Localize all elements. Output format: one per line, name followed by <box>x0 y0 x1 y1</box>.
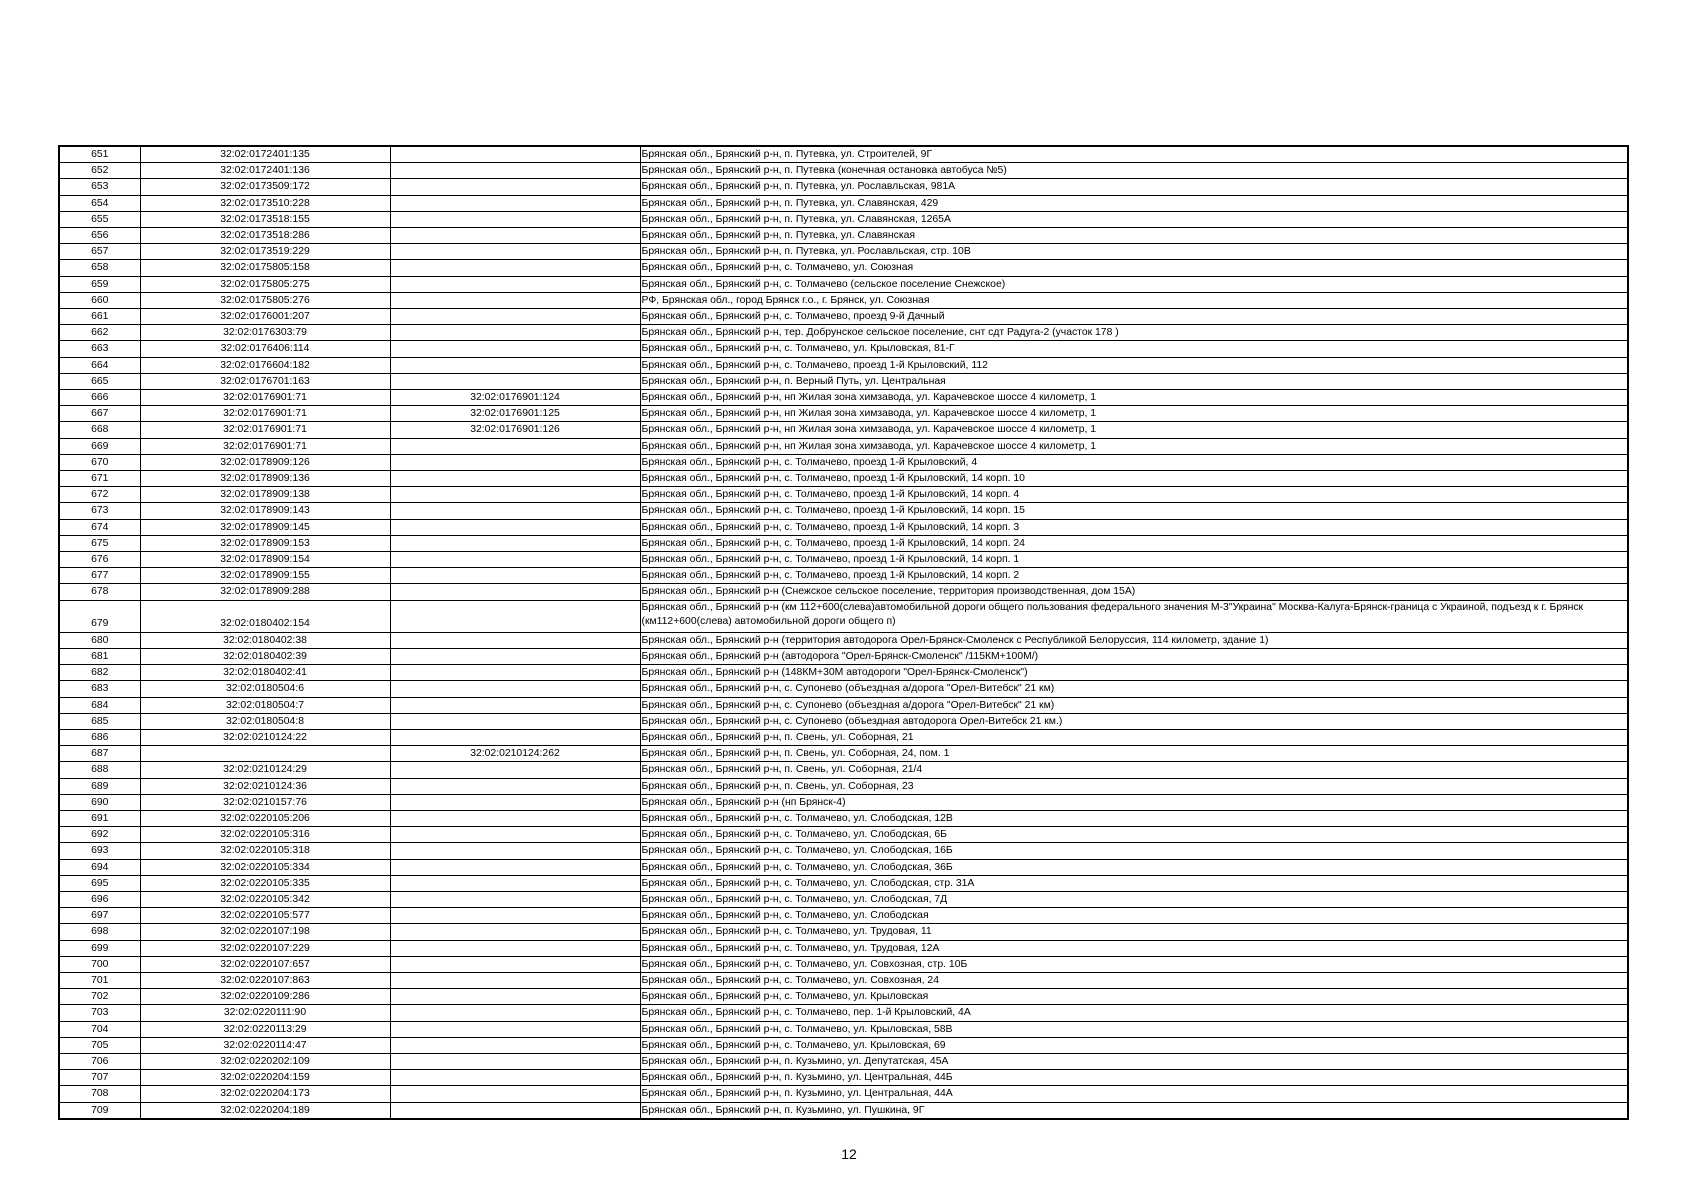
table-row <box>59 584 1628 600</box>
address-cell: Брянская обл., Брянский р-н, п. Путевка (конечная остановка автобуса №5) <box>640 163 1628 179</box>
table-row <box>59 228 1628 244</box>
row-number-cell: 665 <box>59 373 140 389</box>
table-row <box>59 632 1628 648</box>
row-number-cell: 693 <box>59 843 140 859</box>
cadastral-number-cell: 32:02:0220105:206 <box>140 810 390 826</box>
address-cell: Брянская обл., Брянский р-н (территория автодорога Орел-Брянск-Смоленск с Республикой Белоруссия, 114 километр, здание 1) <box>640 632 1628 648</box>
row-number-cell: 696 <box>59 891 140 907</box>
address-cell: Брянская обл., Брянский р-н, с. Толмачево, ул. Слободская <box>640 908 1628 924</box>
cadastral-number-cell <box>140 746 390 762</box>
address-cell: Брянская обл., Брянский р-н, п. Свень, ул. Соборная, 21 <box>640 729 1628 745</box>
related-cadastral-number-cell <box>390 681 640 697</box>
cadastral-number-cell: 32:02:0178909:138 <box>140 487 390 503</box>
address-cell: Брянская обл., Брянский р-н, с. Толмачево (сельское поселение Снежское) <box>640 276 1628 292</box>
table-row <box>59 1070 1628 1086</box>
cadastral-number-cell: 32:02:0220107:229 <box>140 940 390 956</box>
row-number-cell: 669 <box>59 438 140 454</box>
cadastral-number-cell: 32:02:0220114:47 <box>140 1037 390 1053</box>
row-number-cell: 659 <box>59 276 140 292</box>
related-cadastral-number-cell <box>390 244 640 260</box>
cadastral-number-cell: 32:02:0220105:316 <box>140 827 390 843</box>
address-cell: Брянская обл., Брянский р-н, п. Путевка, ул. Славянская, 429 <box>640 195 1628 211</box>
related-cadastral-number-cell: 32:02:0176901:126 <box>390 422 640 438</box>
related-cadastral-number-cell <box>390 729 640 745</box>
address-cell: Брянская обл., Брянский р-н, с. Толмачево, ул. Трудовая, 12А <box>640 940 1628 956</box>
address-cell: Брянская обл., Брянский р-н, п. Свень, ул. Соборная, 24, пом. 1 <box>640 746 1628 762</box>
address-cell: Брянская обл., Брянский р-н, с. Толмачево, ул. Слободская, стр. 31А <box>640 875 1628 891</box>
address-cell: Брянская обл., Брянский р-н, п. Путевка, ул. Славянская <box>640 228 1628 244</box>
related-cadastral-number-cell <box>390 827 640 843</box>
table-row <box>59 989 1628 1005</box>
table-row <box>59 438 1628 454</box>
table-row <box>59 1086 1628 1102</box>
address-cell: Брянская обл., Брянский р-н, с. Толмачево, ул. Слободская, 6Б <box>640 827 1628 843</box>
row-number-cell: 700 <box>59 956 140 972</box>
page-number: 12 <box>841 1146 857 1162</box>
cadastral-number-cell: 32:02:0220109:286 <box>140 989 390 1005</box>
row-number-cell: 677 <box>59 568 140 584</box>
related-cadastral-number-cell <box>390 600 640 632</box>
cadastral-number-cell: 32:02:0173518:155 <box>140 211 390 227</box>
address-cell: Брянская обл., Брянский р-н, с. Толмачево, ул. Слободская, 36Б <box>640 859 1628 875</box>
row-number-cell: 663 <box>59 341 140 357</box>
cadastral-number-cell: 32:02:0210124:29 <box>140 762 390 778</box>
cadastral-number-cell: 32:02:0178909:153 <box>140 535 390 551</box>
row-number-cell: 654 <box>59 195 140 211</box>
cadastral-number-cell: 32:02:0173509:172 <box>140 179 390 195</box>
table-row <box>59 179 1628 195</box>
table-row <box>59 390 1628 406</box>
row-number-cell: 666 <box>59 390 140 406</box>
table-row <box>59 681 1628 697</box>
related-cadastral-number-cell <box>390 665 640 681</box>
row-number-cell: 691 <box>59 810 140 826</box>
cadastral-number-cell: 32:02:0175805:276 <box>140 292 390 308</box>
row-number-cell: 653 <box>59 179 140 195</box>
address-cell: Брянская обл., Брянский р-н, с. Толмачево, проезд 9-й Дачный <box>640 309 1628 325</box>
related-cadastral-number-cell <box>390 552 640 568</box>
address-cell: Брянская обл., Брянский р-н, нп Жилая зона химзавода, ул. Карачевское шоссе 4 километр, 1 <box>640 438 1628 454</box>
row-number-cell: 703 <box>59 1005 140 1021</box>
row-number-cell: 676 <box>59 552 140 568</box>
cadastral-number-cell: 32:02:0220202:109 <box>140 1053 390 1069</box>
row-number-cell: 658 <box>59 260 140 276</box>
cadastral-number-cell: 32:02:0178909:143 <box>140 503 390 519</box>
related-cadastral-number-cell <box>390 341 640 357</box>
cadastral-number-cell: 32:02:0173519:229 <box>140 244 390 260</box>
related-cadastral-number-cell: 32:02:0210124:262 <box>390 746 640 762</box>
related-cadastral-number-cell <box>390 325 640 341</box>
related-cadastral-number-cell <box>390 989 640 1005</box>
table-row <box>59 665 1628 681</box>
address-cell: РФ, Брянская обл., город Брянск г.о., г. Брянск, ул. Союзная <box>640 292 1628 308</box>
related-cadastral-number-cell <box>390 1053 640 1069</box>
row-number-cell: 679 <box>59 600 140 632</box>
address-cell: Брянская обл., Брянский р-н, с. Толмачево, пер. 1-й Крыловский, 4А <box>640 1005 1628 1021</box>
table-row <box>59 924 1628 940</box>
address-cell: Брянская обл., Брянский р-н, тер. Добрунское сельское поселение, снт сдт Радуга-2 (участок 178 ) <box>640 325 1628 341</box>
address-cell: Брянская обл., Брянский р-н, с. Толмачево, проезд 1-й Крыловский, 4 <box>640 454 1628 470</box>
address-cell: Брянская обл., Брянский р-н, п. Свень, ул. Соборная, 23 <box>640 778 1628 794</box>
row-number-cell: 709 <box>59 1102 140 1119</box>
address-cell: Брянская обл., Брянский р-н, с. Толмачево, ул. Совхозная, 24 <box>640 972 1628 988</box>
related-cadastral-number-cell <box>390 1005 640 1021</box>
related-cadastral-number-cell <box>390 487 640 503</box>
table-body <box>59 146 1628 1119</box>
row-number-cell: 702 <box>59 989 140 1005</box>
related-cadastral-number-cell <box>390 454 640 470</box>
related-cadastral-number-cell <box>390 1021 640 1037</box>
row-number-cell: 655 <box>59 211 140 227</box>
related-cadastral-number-cell <box>390 584 640 600</box>
row-number-cell: 689 <box>59 778 140 794</box>
row-number-cell: 660 <box>59 292 140 308</box>
address-cell: Брянская обл., Брянский р-н, с. Толмачево, ул. Крыловская, 81-Г <box>640 341 1628 357</box>
address-cell: Брянская обл., Брянский р-н, с. Толмачево, проезд 1-й Крыловский, 14 корп. 15 <box>640 503 1628 519</box>
related-cadastral-number-cell <box>390 859 640 875</box>
cadastral-number-cell: 32:02:0175805:275 <box>140 276 390 292</box>
cadastral-number-cell: 32:02:0220105:577 <box>140 908 390 924</box>
table-row <box>59 406 1628 422</box>
row-number-cell: 674 <box>59 519 140 535</box>
address-cell: Брянская обл., Брянский р-н, с. Толмачево, ул. Совхозная, стр. 10Б <box>640 956 1628 972</box>
table-row <box>59 454 1628 470</box>
address-cell: Брянская обл., Брянский р-н, с. Супонево (объездная а/дорога "Орел-Витебск" 21 км) <box>640 697 1628 713</box>
related-cadastral-number-cell <box>390 713 640 729</box>
table-row <box>59 908 1628 924</box>
address-cell: Брянская обл., Брянский р-н, с. Толмачево, ул. Слободская, 12В <box>640 810 1628 826</box>
row-number-cell: 662 <box>59 325 140 341</box>
related-cadastral-number-cell <box>390 357 640 373</box>
table-row <box>59 552 1628 568</box>
related-cadastral-number-cell <box>390 810 640 826</box>
cadastral-number-cell: 32:02:0180402:38 <box>140 632 390 648</box>
address-cell: Брянская обл., Брянский р-н (автодорога "Орел-Брянск-Смоленск" /115КМ+100М/) <box>640 648 1628 664</box>
cadastral-number-cell: 32:02:0220204:189 <box>140 1102 390 1119</box>
related-cadastral-number-cell <box>390 1102 640 1119</box>
cadastral-number-cell: 32:02:0220111:90 <box>140 1005 390 1021</box>
table-row <box>59 146 1628 163</box>
cadastral-number-cell: 32:02:0180504:7 <box>140 697 390 713</box>
table-row <box>59 568 1628 584</box>
row-number-cell: 656 <box>59 228 140 244</box>
row-number-cell: 699 <box>59 940 140 956</box>
address-cell: Брянская обл., Брянский р-н (нп Брянск-4) <box>640 794 1628 810</box>
related-cadastral-number-cell <box>390 195 640 211</box>
address-cell: Брянская обл., Брянский р-н, нп Жилая зона химзавода, ул. Карачевское шоссе 4 километр, 1 <box>640 422 1628 438</box>
table-row <box>59 471 1628 487</box>
address-cell: Брянская обл., Брянский р-н, п. Кузьмино, ул. Депутатская, 45А <box>640 1053 1628 1069</box>
related-cadastral-number-cell: 32:02:0176901:124 <box>390 390 640 406</box>
related-cadastral-number-cell <box>390 778 640 794</box>
table-row <box>59 1021 1628 1037</box>
address-cell: Брянская обл., Брянский р-н, п. Верный Путь, ул. Центральная <box>640 373 1628 389</box>
row-number-cell: 686 <box>59 729 140 745</box>
table-row <box>59 778 1628 794</box>
cadastral-number-cell: 32:02:0178909:145 <box>140 519 390 535</box>
table-row <box>59 875 1628 891</box>
cadastral-number-cell: 32:02:0220107:198 <box>140 924 390 940</box>
table-row <box>59 762 1628 778</box>
table-row <box>59 891 1628 907</box>
cadastral-number-cell: 32:02:0176901:71 <box>140 406 390 422</box>
table-row <box>59 794 1628 810</box>
registry-table <box>58 145 1629 1120</box>
row-number-cell: 683 <box>59 681 140 697</box>
row-number-cell: 705 <box>59 1037 140 1053</box>
related-cadastral-number-cell <box>390 1086 640 1102</box>
cadastral-number-cell: 32:02:0210157:76 <box>140 794 390 810</box>
address-cell: Брянская обл., Брянский р-н, п. Свень, ул. Соборная, 21/4 <box>640 762 1628 778</box>
table-row <box>59 827 1628 843</box>
address-cell: Брянская обл., Брянский р-н, с. Толмачево, проезд 1-й Крыловский, 14 корп. 3 <box>640 519 1628 535</box>
table-row <box>59 1005 1628 1021</box>
related-cadastral-number-cell <box>390 1037 640 1053</box>
table-row <box>59 535 1628 551</box>
address-cell: Брянская обл., Брянский р-н, п. Кузьмино, ул. Пушкина, 9Г <box>640 1102 1628 1119</box>
cadastral-number-cell: 32:02:0180504:8 <box>140 713 390 729</box>
table-row <box>59 487 1628 503</box>
cadastral-number-cell: 32:02:0176901:71 <box>140 422 390 438</box>
cadastral-number-cell: 32:02:0220107:657 <box>140 956 390 972</box>
cadastral-number-cell: 32:02:0180402:39 <box>140 648 390 664</box>
address-cell: Брянская обл., Брянский р-н (км 112+600(слева)автомобильной дороги общего пользования федерального значения М-3"Украина" Москва-Калуга-Брянск-граница с Украиной, подъезд к г. Брянск (км112+600(слева) автомобильной дороги общего п) <box>640 600 1628 632</box>
table-row <box>59 325 1628 341</box>
related-cadastral-number-cell <box>390 211 640 227</box>
table-row <box>59 519 1628 535</box>
related-cadastral-number-cell <box>390 163 640 179</box>
table-row <box>59 276 1628 292</box>
row-number-cell: 692 <box>59 827 140 843</box>
row-number-cell: 673 <box>59 503 140 519</box>
related-cadastral-number-cell <box>390 535 640 551</box>
row-number-cell: 681 <box>59 648 140 664</box>
cadastral-number-cell: 32:02:0173518:286 <box>140 228 390 244</box>
related-cadastral-number-cell <box>390 146 640 163</box>
row-number-cell: 698 <box>59 924 140 940</box>
row-number-cell: 672 <box>59 487 140 503</box>
cadastral-number-cell: 32:02:0178909:155 <box>140 568 390 584</box>
cadastral-number-cell: 32:02:0180402:41 <box>140 665 390 681</box>
related-cadastral-number-cell <box>390 228 640 244</box>
cadastral-number-cell: 32:02:0176901:71 <box>140 390 390 406</box>
related-cadastral-number-cell <box>390 924 640 940</box>
table-row <box>59 309 1628 325</box>
table-row <box>59 292 1628 308</box>
related-cadastral-number-cell <box>390 908 640 924</box>
table-row <box>59 729 1628 745</box>
cadastral-number-cell: 32:02:0176001:207 <box>140 309 390 325</box>
address-cell: Брянская обл., Брянский р-н, с. Толмачево, проезд 1-й Крыловский, 14 корп. 1 <box>640 552 1628 568</box>
row-number-cell: 687 <box>59 746 140 762</box>
row-number-cell: 680 <box>59 632 140 648</box>
row-number-cell: 670 <box>59 454 140 470</box>
cadastral-number-cell: 32:02:0173510:228 <box>140 195 390 211</box>
cadastral-number-cell: 32:02:0175805:158 <box>140 260 390 276</box>
address-cell: Брянская обл., Брянский р-н, с. Толмачево, ул. Крыловская, 69 <box>640 1037 1628 1053</box>
address-cell: Брянская обл., Брянский р-н, с. Толмачево, ул. Слободская, 16Б <box>640 843 1628 859</box>
address-cell: Брянская обл., Брянский р-н, нп Жилая зона химзавода, ул. Карачевское шоссе 4 километр, 1 <box>640 390 1628 406</box>
table-row <box>59 859 1628 875</box>
table-row <box>59 373 1628 389</box>
table-row <box>59 600 1628 632</box>
cadastral-number-cell: 32:02:0220105:335 <box>140 875 390 891</box>
cadastral-number-cell: 32:02:0220107:863 <box>140 972 390 988</box>
cadastral-number-cell: 32:02:0220105:318 <box>140 843 390 859</box>
address-cell: Брянская обл., Брянский р-н, с. Толмачево, ул. Слободская, 7Д <box>640 891 1628 907</box>
row-number-cell: 701 <box>59 972 140 988</box>
address-cell: Брянская обл., Брянский р-н, с. Супонево (объездная автодорога Орел-Витебск 21 км.) <box>640 713 1628 729</box>
address-cell: Брянская обл., Брянский р-н, п. Кузьмино, ул. Центральная, 44Б <box>640 1070 1628 1086</box>
address-cell: Брянская обл., Брянский р-н, п. Путевка, ул. Славянская, 1265А <box>640 211 1628 227</box>
table-row <box>59 940 1628 956</box>
row-number-cell: 675 <box>59 535 140 551</box>
cadastral-number-cell: 32:02:0176901:71 <box>140 438 390 454</box>
table-row <box>59 810 1628 826</box>
table-row <box>59 163 1628 179</box>
cadastral-number-cell: 32:02:0178909:154 <box>140 552 390 568</box>
row-number-cell: 690 <box>59 794 140 810</box>
cadastral-number-cell: 32:02:0172401:136 <box>140 163 390 179</box>
table-row <box>59 211 1628 227</box>
row-number-cell: 706 <box>59 1053 140 1069</box>
cadastral-number-cell: 32:02:0176701:163 <box>140 373 390 389</box>
address-cell: Брянская обл., Брянский р-н, с. Толмачево, ул. Крыловская <box>640 989 1628 1005</box>
row-number-cell: 685 <box>59 713 140 729</box>
related-cadastral-number-cell <box>390 438 640 454</box>
related-cadastral-number-cell <box>390 794 640 810</box>
row-number-cell: 694 <box>59 859 140 875</box>
related-cadastral-number-cell <box>390 292 640 308</box>
row-number-cell: 661 <box>59 309 140 325</box>
row-number-cell: 671 <box>59 471 140 487</box>
cadastral-number-cell: 32:02:0220204:173 <box>140 1086 390 1102</box>
related-cadastral-number-cell <box>390 697 640 713</box>
cadastral-number-cell: 32:02:0178909:136 <box>140 471 390 487</box>
table-row <box>59 972 1628 988</box>
address-cell: Брянская обл., Брянский р-н, с. Толмачево, ул. Крыловская, 58В <box>640 1021 1628 1037</box>
address-cell: Брянская обл., Брянский р-н, п. Кузьмино, ул. Центральная, 44А <box>640 1086 1628 1102</box>
cadastral-number-cell: 32:02:0180402:154 <box>140 600 390 632</box>
cadastral-number-cell: 32:02:0210124:36 <box>140 778 390 794</box>
cadastral-number-cell: 32:02:0220105:334 <box>140 859 390 875</box>
cadastral-number-cell: 32:02:0176406:114 <box>140 341 390 357</box>
related-cadastral-number-cell <box>390 891 640 907</box>
related-cadastral-number-cell <box>390 309 640 325</box>
related-cadastral-number-cell <box>390 179 640 195</box>
cadastral-number-cell: 32:02:0178909:126 <box>140 454 390 470</box>
address-cell: Брянская обл., Брянский р-н, п. Путевка, ул. Рославльская, 981А <box>640 179 1628 195</box>
address-cell: Брянская обл., Брянский р-н, п. Путевка, ул. Строителей, 9Г <box>640 146 1628 163</box>
address-cell: Брянская обл., Брянский р-н, с. Толмачево, ул. Трудовая, 11 <box>640 924 1628 940</box>
address-cell: Брянская обл., Брянский р-н, п. Путевка, ул. Рославльская, стр. 10В <box>640 244 1628 260</box>
address-cell: Брянская обл., Брянский р-н, с. Толмачево, проезд 1-й Крыловский, 14 корп. 2 <box>640 568 1628 584</box>
related-cadastral-number-cell <box>390 503 640 519</box>
related-cadastral-number-cell <box>390 568 640 584</box>
related-cadastral-number-cell <box>390 632 640 648</box>
table-row <box>59 1053 1628 1069</box>
row-number-cell: 707 <box>59 1070 140 1086</box>
table-row <box>59 648 1628 664</box>
cadastral-number-cell: 32:02:0172401:135 <box>140 146 390 163</box>
row-number-cell: 704 <box>59 1021 140 1037</box>
row-number-cell: 657 <box>59 244 140 260</box>
related-cadastral-number-cell <box>390 762 640 778</box>
row-number-cell: 708 <box>59 1086 140 1102</box>
cadastral-number-cell: 32:02:0210124:22 <box>140 729 390 745</box>
table-row <box>59 956 1628 972</box>
row-number-cell: 695 <box>59 875 140 891</box>
row-number-cell: 652 <box>59 163 140 179</box>
cadastral-number-cell: 32:02:0176604:182 <box>140 357 390 373</box>
row-number-cell: 668 <box>59 422 140 438</box>
related-cadastral-number-cell <box>390 519 640 535</box>
related-cadastral-number-cell <box>390 260 640 276</box>
address-cell: Брянская обл., Брянский р-н, с. Толмачево, проезд 1-й Крыловский, 14 корп. 4 <box>640 487 1628 503</box>
table-row <box>59 1037 1628 1053</box>
address-cell: Брянская обл., Брянский р-н, нп Жилая зона химзавода, ул. Карачевское шоссе 4 километр, 1 <box>640 406 1628 422</box>
address-cell: Брянская обл., Брянский р-н, с. Толмачево, ул. Союзная <box>640 260 1628 276</box>
table-row <box>59 843 1628 859</box>
table-row <box>59 341 1628 357</box>
cadastral-number-cell: 32:02:0220105:342 <box>140 891 390 907</box>
table-row <box>59 195 1628 211</box>
table-row <box>59 422 1628 438</box>
related-cadastral-number-cell <box>390 373 640 389</box>
table-row <box>59 260 1628 276</box>
related-cadastral-number-cell <box>390 276 640 292</box>
related-cadastral-number-cell <box>390 648 640 664</box>
row-number-cell: 697 <box>59 908 140 924</box>
cadastral-number-cell: 32:02:0178909:288 <box>140 584 390 600</box>
row-number-cell: 664 <box>59 357 140 373</box>
address-cell: Брянская обл., Брянский р-н, с. Толмачево, проезд 1-й Крыловский, 112 <box>640 357 1628 373</box>
row-number-cell: 678 <box>59 584 140 600</box>
address-cell: Брянская обл., Брянский р-н, с. Толмачево, проезд 1-й Крыловский, 14 корп. 10 <box>640 471 1628 487</box>
cadastral-number-cell: 32:02:0220204:159 <box>140 1070 390 1086</box>
address-cell: Брянская обл., Брянский р-н (148КМ+30М автодороги "Орел-Брянск-Смоленск") <box>640 665 1628 681</box>
address-cell: Брянская обл., Брянский р-н (Снежское сельское поселение, территория производственная, дом 15А) <box>640 584 1628 600</box>
related-cadastral-number-cell <box>390 471 640 487</box>
related-cadastral-number-cell <box>390 843 640 859</box>
related-cadastral-number-cell <box>390 956 640 972</box>
table-row <box>59 713 1628 729</box>
row-number-cell: 682 <box>59 665 140 681</box>
row-number-cell: 688 <box>59 762 140 778</box>
table-row <box>59 244 1628 260</box>
table-row <box>59 697 1628 713</box>
related-cadastral-number-cell <box>390 1070 640 1086</box>
address-cell: Брянская обл., Брянский р-н, с. Толмачево, проезд 1-й Крыловский, 14 корп. 24 <box>640 535 1628 551</box>
related-cadastral-number-cell <box>390 972 640 988</box>
row-number-cell: 684 <box>59 697 140 713</box>
cadastral-number-cell: 32:02:0220113:29 <box>140 1021 390 1037</box>
table-row <box>59 746 1628 762</box>
address-cell: Брянская обл., Брянский р-н, с. Супонево (объездная а/дорога "Орел-Витебск" 21 км) <box>640 681 1628 697</box>
table-row <box>59 357 1628 373</box>
cadastral-number-cell: 32:02:0180504:6 <box>140 681 390 697</box>
related-cadastral-number-cell <box>390 940 640 956</box>
related-cadastral-number-cell <box>390 875 640 891</box>
row-number-cell: 667 <box>59 406 140 422</box>
table-row <box>59 1102 1628 1119</box>
cadastral-number-cell: 32:02:0176303:79 <box>140 325 390 341</box>
related-cadastral-number-cell: 32:02:0176901:125 <box>390 406 640 422</box>
table-row <box>59 503 1628 519</box>
row-number-cell: 651 <box>59 146 140 163</box>
